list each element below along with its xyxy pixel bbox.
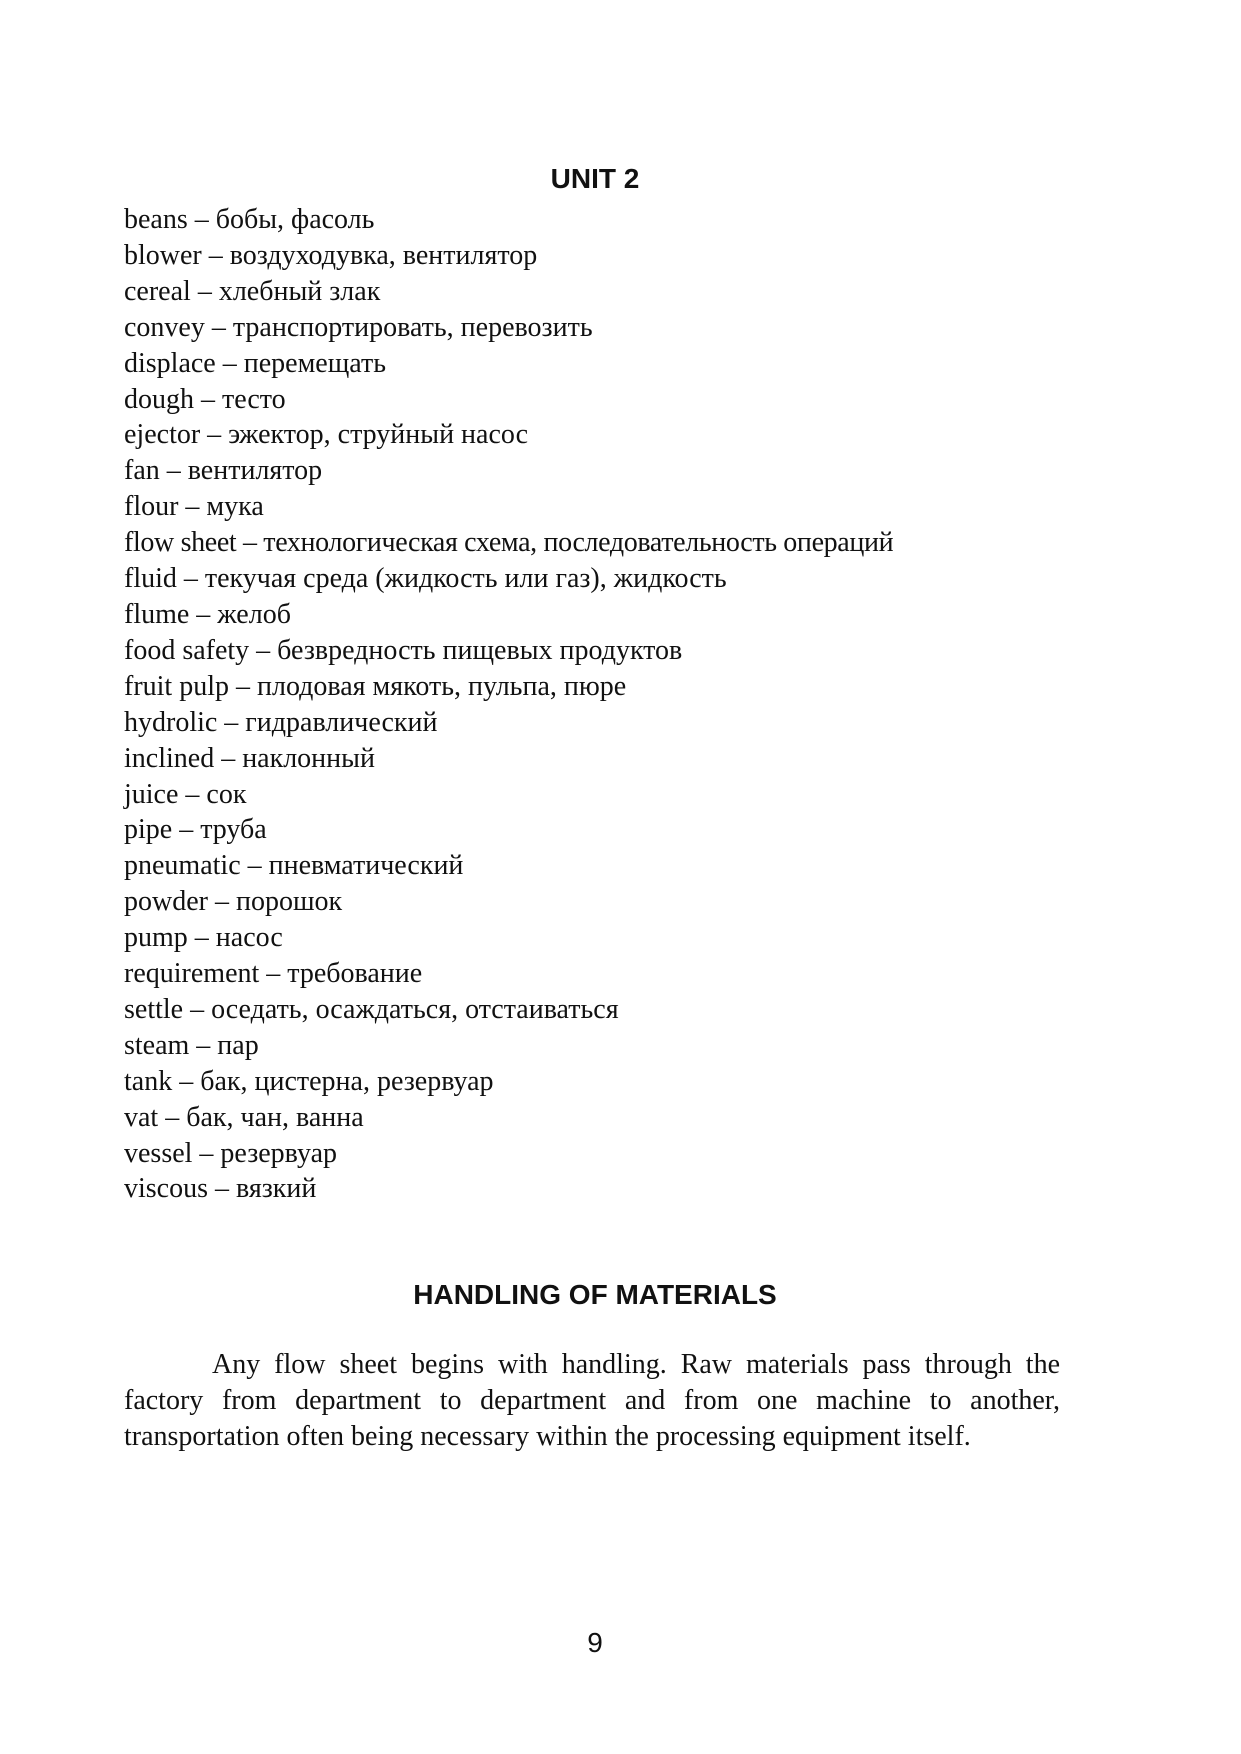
vocabulary-entry: flour – мука: [124, 491, 264, 523]
vocabulary-entry: settle – оседать, осаждаться, отстаиваться: [124, 993, 619, 1025]
vocabulary-entry: fruit pulp – плодовая мякоть, пульпа, пюре: [124, 670, 627, 702]
body-paragraph: Any flow sheet begins with handling. Raw materials pass through the factory from department to department and from one machine to another, transportation often being necessary within the processing equipment itself.: [124, 1349, 1060, 1452]
vocabulary-entry: fluid – текучая среда (жидкость или газ), жидкость: [124, 563, 727, 595]
vocabulary-entry: viscous – вязкий: [124, 1173, 317, 1205]
vocabulary-list: [124, 202, 1124, 1207]
section-title: HANDLING OF MATERIALS: [413, 1279, 777, 1310]
vocabulary-entry: convey – транспортировать, перевозить: [124, 311, 593, 343]
vocabulary-entry: pneumatic – пневматический: [124, 850, 464, 882]
vocabulary-entry: requirement – требование: [124, 958, 423, 990]
vocabulary-entry: flume – желоб: [124, 598, 291, 630]
vocabulary-entry: vessel – резервуар: [124, 1137, 338, 1169]
vocabulary-entry: inclined – наклонный: [124, 742, 375, 774]
vocabulary-entry: displace – перемещать: [124, 347, 386, 379]
vocabulary-entry: blower – воздуходувка, вентилятор: [124, 239, 538, 271]
unit-title: UNIT 2: [550, 163, 640, 194]
vocabulary-entry: pipe – труба: [124, 814, 267, 846]
vocabulary-entry: hydrolic – гидравлический: [124, 706, 438, 738]
vocabulary-entry: pump – насос: [124, 922, 283, 954]
vocabulary-entry: juice – сок: [124, 778, 247, 810]
vocabulary-entry: beans – бобы, фасоль: [124, 204, 375, 235]
vocabulary-entry: vat – бак, чан, ванна: [124, 1101, 364, 1133]
vocabulary-entry: cereal – хлебный злак: [124, 275, 381, 307]
vocabulary-entry: food safety – безвредность пищевых продуктов: [124, 634, 683, 666]
vocabulary-entry: fan – вентилятор: [124, 455, 323, 487]
vocabulary-entry: steam – пар: [124, 1029, 259, 1061]
vocabulary-entry: powder – порошок: [124, 886, 343, 918]
vocabulary-entry: ejector – эжектор, струйный насос: [124, 419, 529, 451]
vocabulary-entry: flow sheet – технологическая схема, последовательность операций: [124, 527, 894, 559]
vocabulary-entry: tank – бак, цистерна, резервуар: [124, 1065, 494, 1097]
page-number: 9: [587, 1627, 603, 1658]
vocabulary-entry: dough – тесто: [124, 383, 286, 415]
